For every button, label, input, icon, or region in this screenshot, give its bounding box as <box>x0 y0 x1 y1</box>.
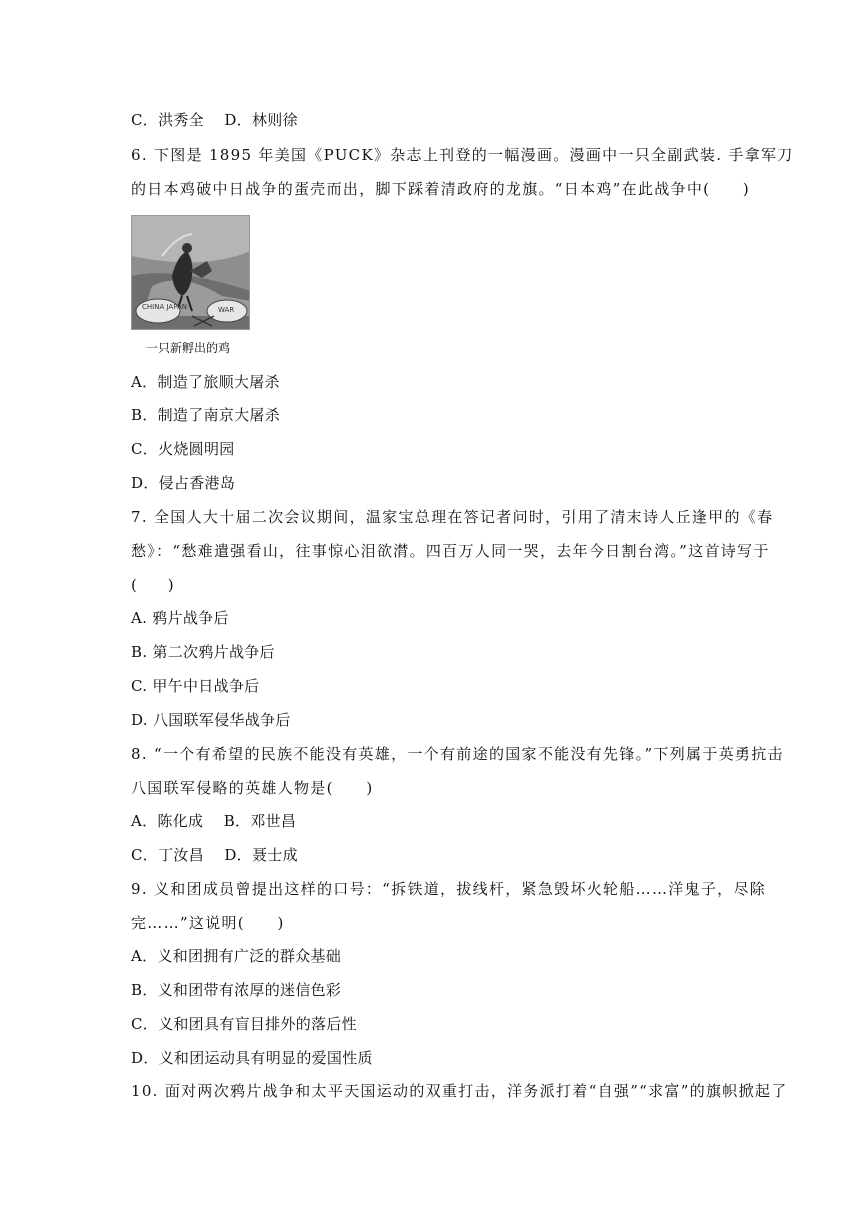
question-8-stem-line-2: 八国联军侵略的英雄人物是( ) <box>131 779 374 797</box>
question-7-option-d: D. 八国联军侵华战争后 <box>131 711 291 729</box>
question-8-stem-line-1: 8. “一个有希望的民族不能没有英雄，一个有前途的国家不能没有先锋。”下列属于英勇抗击 <box>131 745 784 763</box>
question-7-stem-line-2: 愁》：“愁难遣强看山，往事惊心泪欲潸。四百万人同一哭，去年今日割台湾。”这首诗写于 <box>131 542 770 560</box>
question-6-option-d: D．侵占香港岛 <box>131 474 236 492</box>
question-6-option-c: C．火烧圆明园 <box>131 440 235 458</box>
question-9-option-b: B．义和团带有浓厚的迷信色彩 <box>131 981 342 999</box>
question-9-option-c: C．义和团具有盲目排外的落后性 <box>131 1015 357 1033</box>
question-9-stem-line-2: 完……”这说明( ) <box>131 914 285 932</box>
cartoon-caption: 一只新孵出的鸡 <box>146 341 231 355</box>
question-6-stem-line-1: 6. 下图是 1895 年美国《PUCK》杂志上刊登的一幅漫画。漫画中一只全副武装. 手拿军刀 <box>131 146 794 164</box>
egg-right-label: WAR <box>218 306 235 314</box>
question-6-option-b: B．制造了南京大屠杀 <box>131 406 281 424</box>
question-7-option-a: A. 鸦片战争后 <box>131 609 229 627</box>
question-9-option-d: D．义和团运动具有明显的爱国性质 <box>131 1049 373 1067</box>
question-7-stem-line-3: ( ) <box>131 576 174 594</box>
cartoon-image <box>131 215 250 330</box>
question-8-options-cd: C．丁汝昌 D．聂士成 <box>131 846 298 864</box>
question-8-options-ab: A．陈化成 B．邓世昌 <box>131 812 297 830</box>
question-7-option-c: C. 甲午中日战争后 <box>131 677 260 695</box>
question-7-option-b: B. 第二次鸦片战争后 <box>131 643 275 661</box>
question-9-option-a: A．义和团拥有广泛的群众基础 <box>131 947 342 965</box>
question-9-stem-line-1: 9. 义和团成员曾提出这样的口号：“拆铁道，拔线杆，紧急毁坏火轮船……洋鬼子，尽除 <box>131 880 767 898</box>
line-answer-options-cd: C．洪秀全 D．林则徐 <box>131 111 298 129</box>
question-10-stem-line-1: 10. 面对两次鸦片战争和太平天国运动的双重打击，洋务派打着“自强”“求富”的旗帜掀起了 <box>131 1082 788 1100</box>
question-6-option-a: A．制造了旅顺大屠杀 <box>131 373 280 391</box>
question-7-stem-line-1: 7. 全国人大十届二次会议期间，温家宝总理在答记者问时，引用了清末诗人丘逢甲的《春 <box>131 508 774 526</box>
egg-left-label: CHINA JAPAN <box>142 303 187 311</box>
question-6-stem-line-2: 的日本鸡破中日战争的蛋壳而出，脚下踩着清政府的龙旗。“日本鸡”在此战争中( ) <box>131 180 751 198</box>
